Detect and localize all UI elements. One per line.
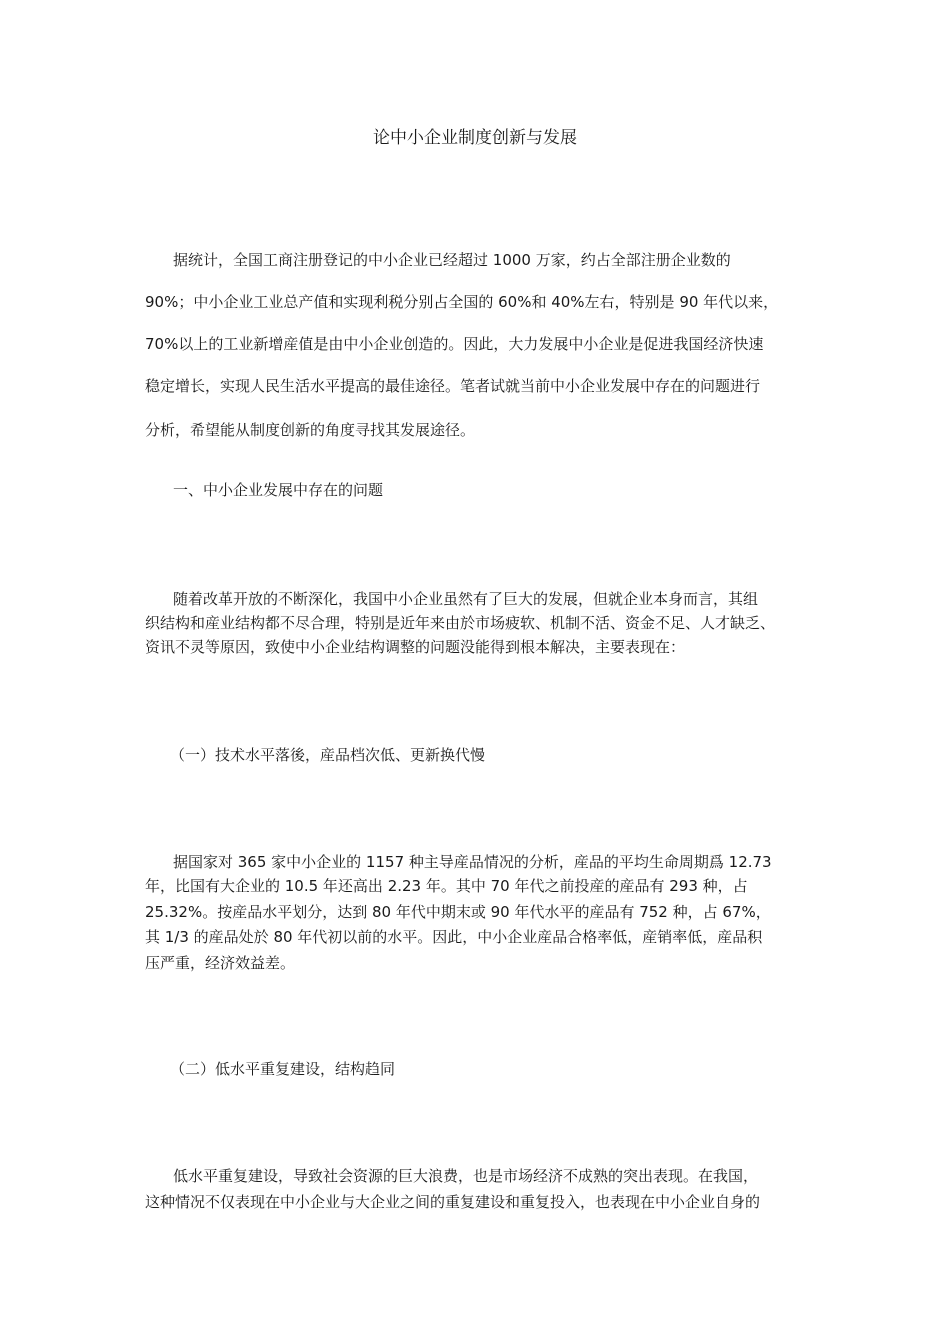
subsection-heading: （一）技术水平落後，産品档次低、更新换代慢 <box>170 746 486 764</box>
paragraph-line: 低水平重复建设，导致社会资源的巨大浪费，也是市场经济不成熟的突出表现。在我国， <box>173 1167 759 1185</box>
subsection-heading: （二）低水平重复建设，结构趋同 <box>170 1060 396 1078</box>
paragraph-line: 压严重，经济效益差。 <box>145 954 296 972</box>
intro-line: 90%；中小企业工业总产值和实现利税分别占全国的 60%和 40%左右，特别是 90 年代以来， <box>145 293 779 311</box>
section-heading: 一、中小企业发展中存在的问题 <box>173 481 384 499</box>
paragraph-line: 这种情况不仅表现在中小企业与大企业之间的重复建设和重复投入，也表现在中小企业自身的 <box>145 1193 761 1211</box>
paragraph-line: 资讯不灵等原因，致使中小企业结构调整的问题没能得到根本解决，主要表现在： <box>145 638 686 656</box>
paragraph-line: 25.32%。按産品水平划分，达到 80 年代中期末或 90 年代水平的産品有 752 种，占 67%， <box>145 903 771 921</box>
intro-line: 据统计，全国工商注册登记的中小企业已经超过 1000 万家，约占全部注册企业数的 <box>173 251 731 269</box>
intro-line: 稳定增长，实现人民生活水平提高的最佳途径。笔者试就当前中小企业发展中存在的问题进行 <box>145 377 761 395</box>
paragraph-line: 年，比国有大企业的 10.5 年还高出 2.23 年。其中 70 年代之前投産的産品有 293 种，占 <box>145 877 748 895</box>
paragraph-line: 随着改革开放的不断深化，我国中小企业虽然有了巨大的发展，但就企业本身而言，其组 <box>173 590 759 608</box>
paragraph-line: 织结构和産业结构都不尽合理，特别是近年来由於市场疲软、机制不活、资金不足、人才缺乏、 <box>145 614 776 632</box>
intro-line: 分析，希望能从制度创新的角度寻找其发展途径。 <box>145 421 476 439</box>
paragraph-line: 据国家对 365 家中小企业的 1157 种主导産品情况的分析，産品的平均生命周期爲 12.73 <box>173 853 772 871</box>
document-title: 论中小企业制度创新与发展 <box>373 128 577 148</box>
paragraph-line: 其 1/3 的産品处於 80 年代初以前的水平。因此，中小企业産品合格率低，産销率低，産品积 <box>145 928 763 946</box>
intro-line: 70%以上的工业新增産值是由中小企业创造的。因此，大力发展中小企业是促进我国经济快速 <box>145 335 764 353</box>
